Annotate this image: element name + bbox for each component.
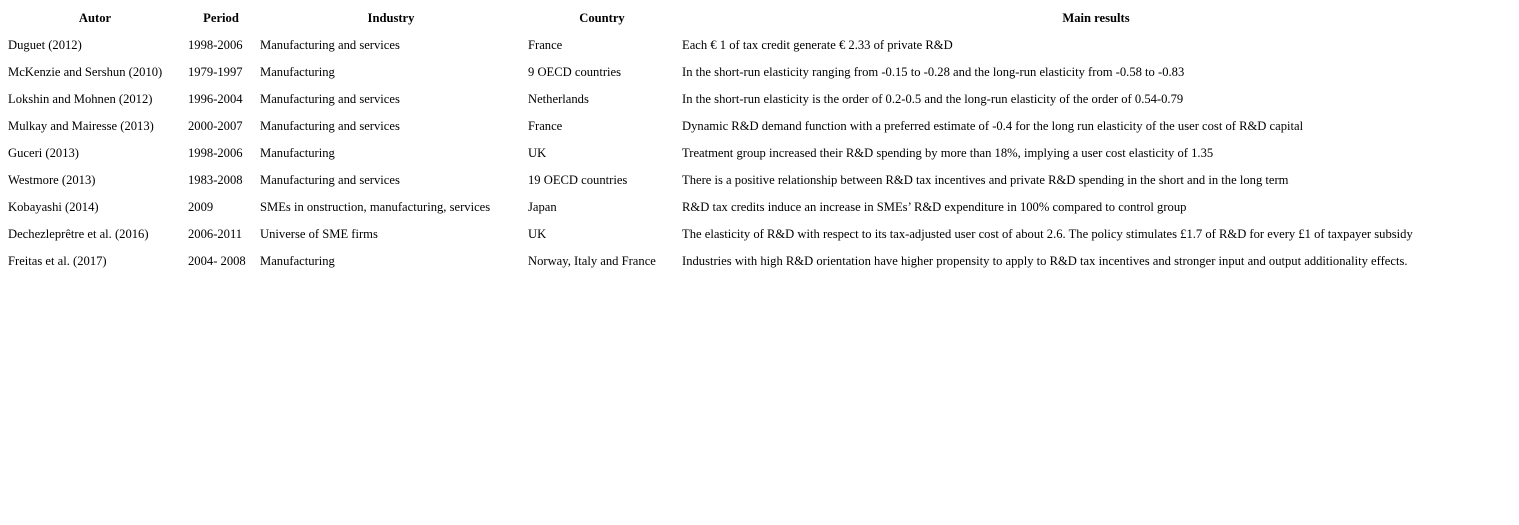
autor-cell: Duguet (2012) (8, 38, 82, 52)
table-row (5, 167, 1513, 194)
country-cell: Norway, Italy and France (528, 254, 656, 268)
industry-cell: Universe of SME firms (260, 227, 378, 241)
period-cell: 2006-2011 (188, 227, 243, 241)
period-cell: 1979-1997 (188, 65, 243, 79)
results-table (5, 5, 1513, 275)
table-row (5, 32, 1513, 59)
main-results-cell: Industries with high R&D orientation have higher propensity to apply to R&D tax incentives and stronger input and output additionality effects. (682, 254, 1408, 268)
table-row (5, 140, 1513, 167)
table-row (5, 86, 1513, 113)
autor-cell: McKenzie and Sershun (2010) (8, 65, 163, 79)
period-cell: 2009 (188, 200, 214, 214)
country-cell: Japan (528, 200, 557, 214)
industry-cell: Manufacturing and services (260, 173, 400, 187)
header-period: Period (203, 11, 239, 25)
main-results-cell: In the short-run elasticity is the order of 0.2-0.5 and the long-run elasticity of the order of 0.54-0.79 (682, 92, 1184, 106)
table-header (5, 5, 1513, 32)
main-results-cell: In the short-run elasticity ranging from -0.15 to -0.28 and the long-run elasticity from -0.58 to -0.83 (682, 65, 1185, 79)
autor-cell: Guceri (2013) (8, 146, 79, 160)
autor-cell: Westmore (2013) (8, 173, 96, 187)
table-body (5, 32, 1513, 275)
header-autor: Autor (78, 11, 112, 25)
country-cell: France (528, 38, 563, 52)
industry-cell: SMEs in onstruction, manufacturing, services (260, 200, 491, 214)
header-main-results: Main results (1062, 11, 1130, 25)
industry-cell: Manufacturing (260, 146, 335, 160)
period-cell: 1998-2006 (188, 146, 243, 160)
country-cell: France (528, 119, 563, 133)
main-results-cell: R&D tax credits induce an increase in SMEs’ R&D expenditure in 100% compared to control group (682, 200, 1187, 214)
industry-cell: Manufacturing and services (260, 119, 400, 133)
autor-cell: Dechezleprêtre et al. (2016) (8, 227, 149, 241)
header-row (5, 5, 1513, 32)
country-cell: UK (528, 146, 547, 160)
main-results-cell: Treatment group increased their R&D spending by more than 18%, implying a user cost elasticity of 1.35 (682, 146, 1214, 160)
table-row (5, 221, 1513, 248)
table-row (5, 248, 1513, 275)
country-cell: 9 OECD countries (528, 65, 622, 79)
header-country: Country (579, 11, 625, 25)
results-table-container (5, 5, 1513, 275)
autor-cell: Kobayashi (2014) (8, 200, 99, 214)
table-row (5, 113, 1513, 140)
autor-cell: Mulkay and Mairesse (2013) (8, 119, 154, 133)
period-cell: 1996-2004 (188, 92, 243, 106)
industry-cell: Manufacturing and services (260, 38, 400, 52)
country-cell: UK (528, 227, 547, 241)
header-industry: Industry (367, 11, 415, 25)
country-cell: 19 OECD countries (528, 173, 628, 187)
period-cell: 1998-2006 (188, 38, 243, 52)
main-results-cell: Dynamic R&D demand function with a preferred estimate of -0.4 for the long run elasticity of the user cost of R&D capital (682, 119, 1304, 133)
period-cell: 2004- 2008 (188, 254, 246, 268)
main-results-cell: The elasticity of R&D with respect to its tax-adjusted user cost of about 2.6. The policy stimulates £1.7 of R&D for every £1 of taxpayer subsidy (682, 227, 1413, 241)
autor-cell: Freitas et al. (2017) (8, 254, 107, 268)
industry-cell: Manufacturing (260, 254, 335, 268)
table-row (5, 59, 1513, 86)
country-cell: Netherlands (528, 92, 589, 106)
industry-cell: Manufacturing and services (260, 92, 400, 106)
autor-cell: Lokshin and Mohnen (2012) (8, 92, 153, 106)
main-results-cell: There is a positive relationship between R&D tax incentives and private R&D spending in the short and in the long term (682, 173, 1289, 187)
main-results-cell: Each € 1 of tax credit generate € 2.33 of private R&D (682, 38, 953, 52)
industry-cell: Manufacturing (260, 65, 335, 79)
period-cell: 1983-2008 (188, 173, 243, 187)
period-cell: 2000-2007 (188, 119, 243, 133)
table-row (5, 194, 1513, 221)
